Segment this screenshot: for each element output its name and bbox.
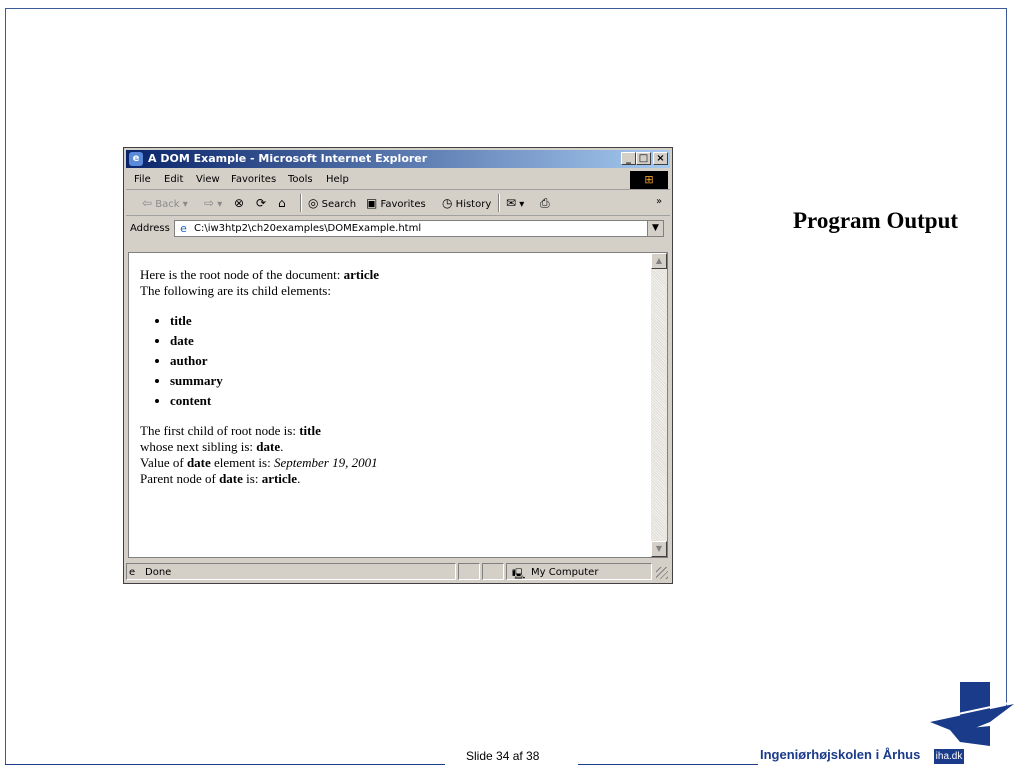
child-name: date [170, 333, 194, 348]
address-bar [126, 218, 670, 240]
menu-bar [126, 170, 670, 190]
print-button[interactable] [540, 196, 550, 211]
child-name: title [170, 313, 192, 328]
maximize-button[interactable]: □ [636, 152, 651, 165]
address-label: Address [130, 223, 170, 234]
close-button[interactable]: × [653, 152, 668, 165]
child-name: content [170, 393, 212, 408]
root-prefix: Here is the root node of the document: [140, 267, 344, 282]
value-element-name: date [186, 455, 211, 470]
logo-text: iha.dk [935, 751, 963, 762]
page-icon: e [180, 222, 187, 235]
slide-frame-top [5, 8, 1006, 9]
parent-line: Parent node of date is: article. [140, 471, 301, 486]
toolbar-separator [498, 194, 500, 212]
forward-arrow-icon: ⇨ [204, 196, 215, 210]
value-middle: element is: [210, 455, 274, 470]
history-icon: ◷ [442, 196, 453, 210]
back-arrow-icon: ⇦ [142, 196, 153, 210]
list-item [170, 373, 650, 389]
status-bar [126, 562, 670, 581]
windows-logo-icon: ⊞ [630, 171, 668, 189]
minimize-button[interactable]: _ [621, 152, 636, 165]
status-text: Done [145, 567, 172, 578]
favorites-label: Favorites [380, 199, 426, 210]
status-page-icon: e [129, 567, 136, 578]
address-value: C:\iw3htp2\ch20examples\DOMExample.html [194, 223, 422, 234]
children-intro: The following are its child elements: [140, 283, 331, 298]
favorites-button[interactable] [366, 196, 426, 210]
first-child-prefix: The first child of root node is: [140, 423, 300, 438]
search-icon: ◎ [308, 196, 319, 210]
child-name: author [170, 353, 208, 368]
history-label: History [455, 199, 492, 210]
refresh-button[interactable] [256, 196, 266, 210]
value-prefix: Value of [140, 455, 187, 470]
child-list [140, 313, 650, 409]
resize-grip-icon[interactable] [656, 567, 668, 579]
menu-edit[interactable]: Edit [164, 174, 184, 185]
menu-view[interactable]: View [196, 174, 220, 185]
page-content [140, 267, 650, 487]
window-titlebar[interactable] [126, 150, 670, 168]
toolbar [126, 191, 670, 216]
menu-help[interactable]: Help [326, 174, 349, 185]
footer-line-left [5, 764, 445, 765]
status-pane [458, 563, 480, 580]
slide-frame-left [5, 8, 6, 765]
scroll-down-icon[interactable]: ▼ [651, 541, 667, 557]
root-line [140, 267, 650, 283]
search-button[interactable] [308, 196, 356, 210]
parent-middle: is: [242, 471, 262, 486]
home-button[interactable] [278, 196, 286, 210]
search-label: Search [321, 199, 357, 210]
window-title: A DOM Example - Microsoft Internet Explorer [148, 152, 428, 165]
status-pane-main [126, 563, 456, 580]
slide-number: Slide 34 af 38 [466, 749, 540, 763]
parent-element-name: date [219, 471, 243, 486]
list-item [170, 393, 650, 409]
school-name: Ingeniørhøjskolen i Århus [760, 747, 921, 762]
scroll-up-icon[interactable]: ▲ [651, 253, 667, 269]
list-item [170, 353, 650, 369]
vertical-scrollbar[interactable] [651, 253, 667, 557]
next-sibling-prefix: whose next sibling is: [140, 439, 257, 454]
value-line [140, 455, 650, 471]
history-button[interactable] [442, 196, 491, 210]
page-viewport [128, 252, 668, 558]
home-icon: ⌂ [278, 196, 286, 210]
favorites-icon: ▣ [366, 196, 378, 210]
child-name: summary [170, 373, 223, 388]
next-sibling-line: whose next sibling is: date. [140, 439, 284, 454]
stop-button[interactable] [234, 196, 244, 210]
menu-file[interactable]: File [134, 174, 151, 185]
list-item [170, 333, 650, 349]
next-sibling-name: date [256, 439, 281, 454]
first-child-line [140, 423, 650, 439]
forward-button[interactable] [204, 196, 222, 210]
status-pane [482, 563, 504, 580]
root-name: article [343, 267, 379, 282]
forward-dropdown-icon: ▾ [217, 199, 223, 210]
menu-favorites[interactable]: Favorites [231, 174, 277, 185]
menu-tools[interactable]: Tools [288, 174, 313, 185]
slide-frame-right [1006, 8, 1007, 708]
ie-icon: e [129, 152, 143, 166]
refresh-icon: ⟳ [256, 196, 267, 210]
status-zone-pane [506, 563, 652, 580]
parent-name: article [261, 471, 298, 486]
date-value: September 19, 2001 [273, 455, 378, 470]
back-button[interactable] [142, 196, 188, 210]
mail-dropdown-icon: ▾ [519, 199, 525, 210]
browser-window [123, 147, 673, 584]
back-label: Back [155, 199, 180, 210]
footer-line-right [578, 764, 758, 765]
list-item [170, 313, 650, 329]
stop-icon: ⊗ [234, 196, 245, 210]
first-child-name: title [299, 423, 321, 438]
address-dropdown-icon[interactable]: ▼ [647, 221, 663, 236]
computer-icon: 🖳 [512, 569, 526, 580]
slide-title: Program Output [793, 208, 959, 233]
parent-prefix: Parent node of [140, 471, 220, 486]
address-input[interactable] [174, 220, 664, 237]
mail-icon: ✉ [506, 196, 517, 210]
zone-text: My Computer [531, 567, 599, 578]
mail-button[interactable] [506, 196, 524, 210]
printer-icon: ⎙ [540, 196, 550, 210]
back-dropdown-icon: ▾ [182, 199, 188, 210]
toolbar-separator [300, 194, 302, 212]
toolbar-more-button[interactable]: » [656, 196, 663, 207]
